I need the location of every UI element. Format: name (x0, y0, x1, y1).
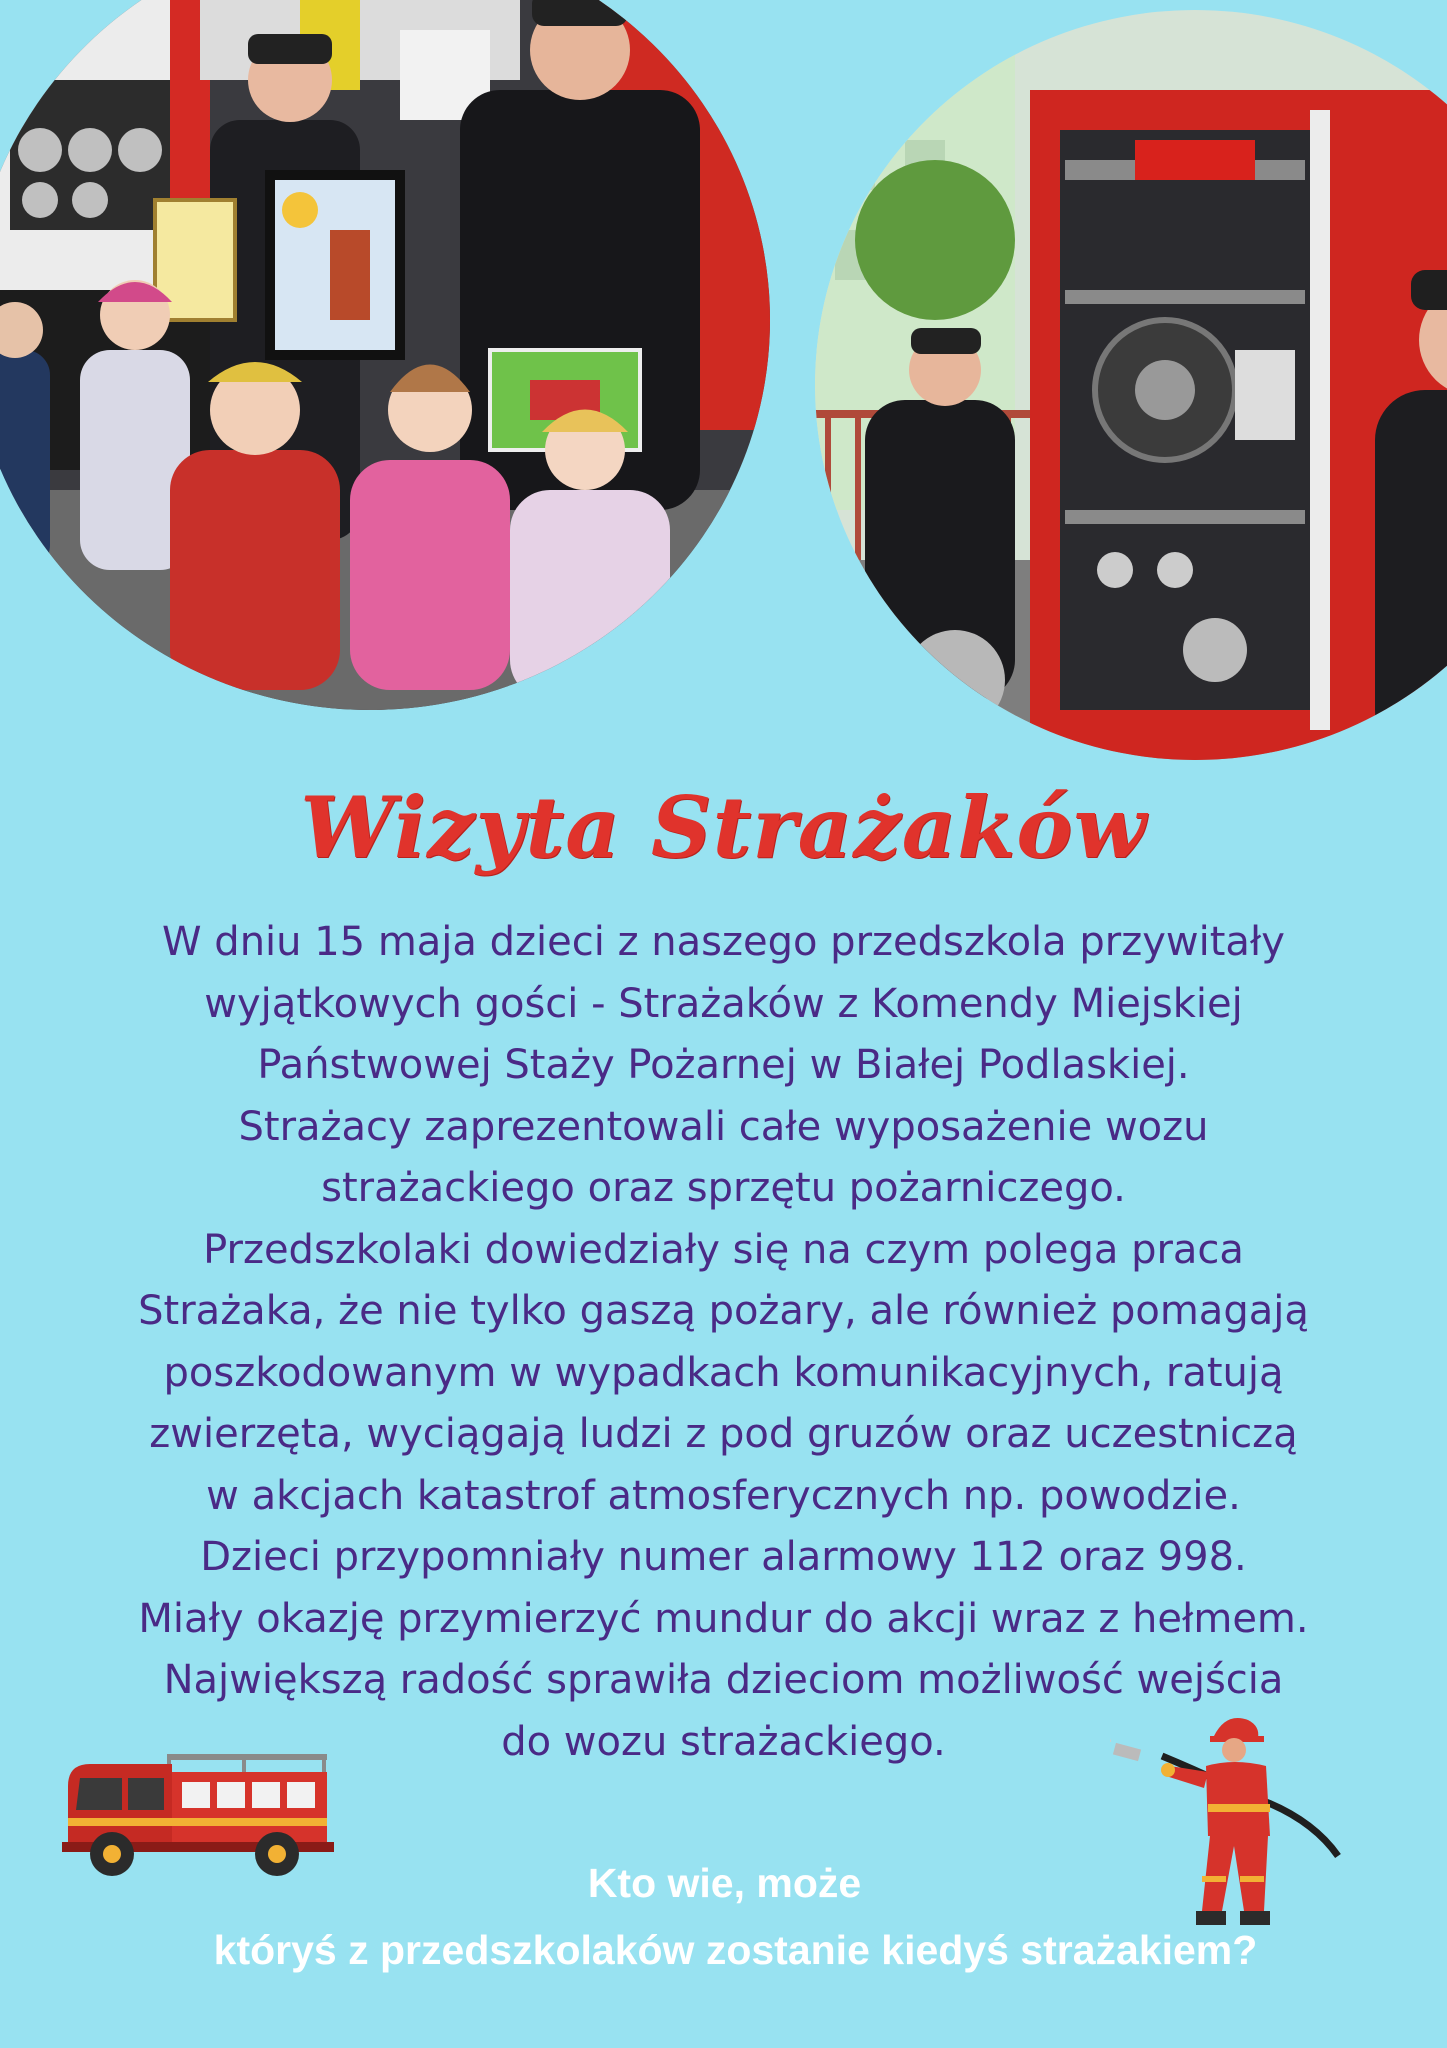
body-line: w akcjach katastrof atmosferycznych np. powodzie. (206, 1472, 1241, 1519)
closing-line-1: Kto wie, może (587, 1860, 862, 1906)
body-line: Dzieci przypomniały numer alarmowy 112 oraz 998. (200, 1534, 1247, 1580)
body-line: Przedszkolaki dowiedziały się na czym polega praca (203, 1226, 1244, 1273)
fire-truck-equipment-image (815, 10, 1447, 760)
body-line: Największą radość sprawiła dzieciom możliwość wejścia (163, 1657, 1284, 1703)
body-line: W dniu 15 maja dzieci z naszego przedszkola przywitały (162, 919, 1285, 965)
body-line: poszkodowanym w wypadkach komunikacyjnych, ratują (163, 1349, 1284, 1396)
body-line: Strażacy zaprezentowali całe wyposażenie wozu (238, 1103, 1209, 1150)
firefighters-children-image (0, 0, 770, 710)
body-text (40, 912, 1407, 1773)
body-line: Miały okazję przymierzyć mundur do akcji wraz z hełmem. (138, 1595, 1309, 1642)
body-line: wyjątkowych gości - Strażaków z Komendy Miejskiej (204, 980, 1243, 1027)
body-line: zwierzęta, wyciągają ludzi z pod gruzów oraz uczestniczą (149, 1411, 1298, 1457)
body-line: do wozu strażackiego. (501, 1718, 946, 1765)
poster-title: Wizyta Strażaków (300, 778, 1147, 877)
photo-fire-truck-equipment (815, 10, 1447, 760)
closing-line-2: któryś z przedszkolaków zostanie kiedyś strażakiem? (213, 1927, 1258, 1973)
body-line: Państwowej Staży Pożarnej w Białej Podlaskiej. (257, 1042, 1190, 1088)
photo-firefighters-with-children (0, 0, 770, 710)
body-line: strażackiego oraz sprzętu pożarniczego. (321, 1165, 1126, 1211)
body-line: Strażaka, że nie tylko gaszą pożary, ale również pomagają (138, 1288, 1309, 1334)
